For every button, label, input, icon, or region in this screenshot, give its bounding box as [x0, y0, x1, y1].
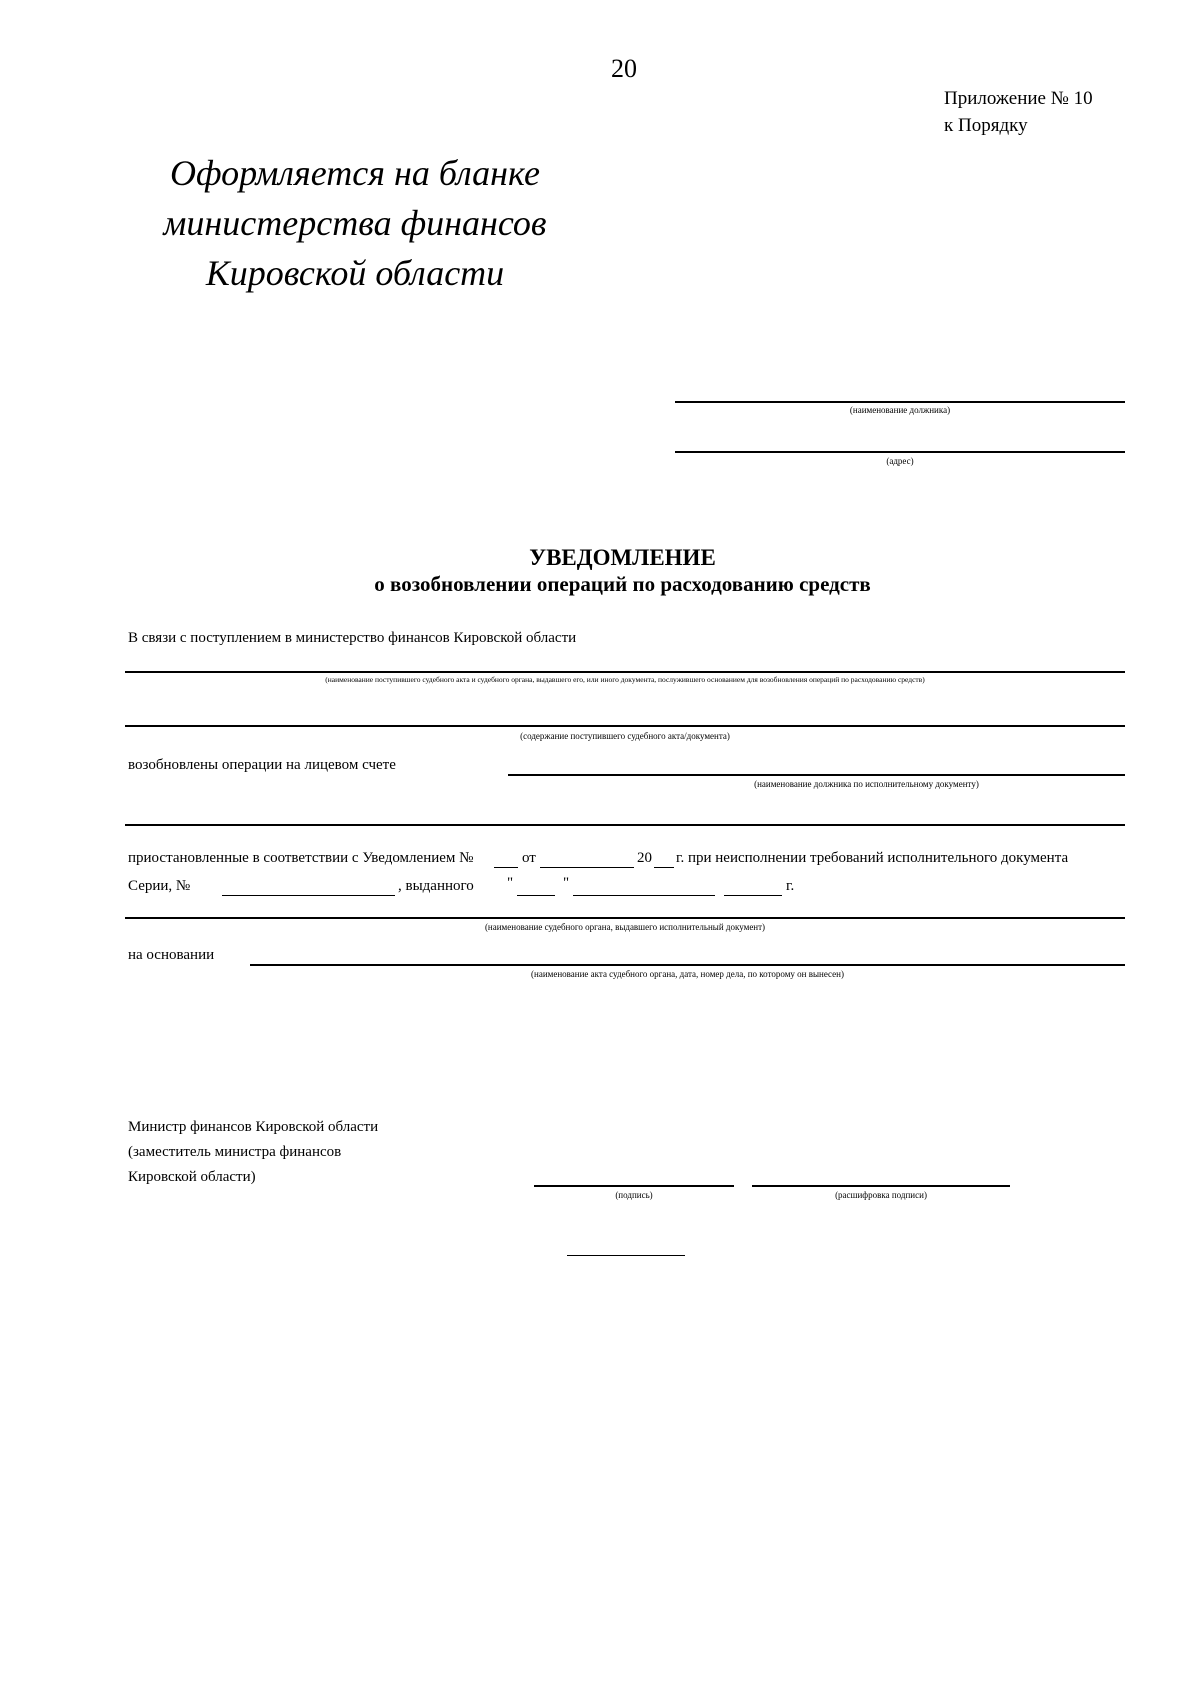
address-line[interactable] — [675, 451, 1125, 453]
act-content-caption: (содержание поступившего судебного акта/документа) — [520, 731, 730, 741]
signer-line-1: Министр финансов Кировской области — [128, 1119, 379, 1135]
series-label: Серии, № — [128, 878, 191, 894]
signature-decode-line[interactable] — [752, 1185, 1010, 1187]
issued-label: , выданного — [398, 878, 474, 894]
blank-note-line-3: Кировской области — [205, 253, 505, 293]
address-caption: (адрес) — [886, 456, 914, 466]
signature-decode-caption: (расшифровка подписи) — [835, 1190, 927, 1200]
appendix-line-2: к Порядку — [944, 115, 1028, 136]
signer-block — [128, 1115, 378, 1190]
notice-year-field[interactable] — [654, 867, 674, 868]
issue-year-field[interactable] — [724, 895, 782, 896]
year-prefix: 20 — [637, 850, 652, 866]
basis-label: на основании — [128, 947, 215, 963]
quote-close: " — [563, 875, 570, 891]
suspended-text: приостановленные в соответствии с Уведомлением № — [128, 850, 474, 866]
account-line-2[interactable] — [125, 824, 1125, 826]
from-label: от — [522, 850, 536, 866]
appendix-label — [944, 85, 1093, 139]
resumed-text: возобновлены операции на лицевом счете — [128, 757, 396, 773]
received-act-caption: (наименование поступившего судебного акта и судебного органа, выдавшего его, или иного документа, послужившего основанием для возобновления операций по расходованию средств) — [325, 675, 925, 684]
signature-line[interactable] — [534, 1185, 734, 1187]
signer-line-2: (заместитель министра финансов — [128, 1144, 342, 1160]
basis-caption: (наименование акта судебного органа, дата, номер дела, по которому он вынесен) — [531, 969, 844, 979]
notice-date-field[interactable] — [540, 867, 634, 868]
act-content-line[interactable] — [125, 725, 1125, 727]
debtor-name-caption: (наименование должника) — [849, 405, 951, 415]
issue-day-field[interactable] — [517, 895, 555, 896]
appendix-line-1: Приложение № 10 — [944, 88, 1093, 109]
court-caption: (наименование судебного органа, выдавшего исполнительный документ) — [484, 922, 766, 932]
signer-line-3: Кировской области) — [128, 1169, 256, 1185]
end-separator — [567, 1255, 685, 1256]
issue-month-field[interactable] — [573, 895, 715, 896]
page-number: 20 — [611, 54, 637, 83]
notice-number-field[interactable] — [494, 867, 518, 868]
quote-open: " — [507, 875, 514, 891]
blank-note — [130, 148, 580, 298]
suspended-text-2: г. при неисполнении требований исполнительного документа — [676, 850, 1069, 866]
blank-note-line-1: Оформляется на бланке — [170, 153, 540, 193]
signature-caption: (подпись) — [615, 1190, 653, 1200]
document-title: УВЕДОМЛЕНИЕ — [529, 545, 716, 570]
document-subtitle: о возобновлении операций по расходованию средств — [374, 572, 871, 596]
intro-text: В связи с поступлением в министерство финансов Кировской области — [128, 630, 577, 646]
debtor-doc-caption: (наименование должника по исполнительному документу) — [754, 779, 979, 789]
series-number-field[interactable] — [222, 895, 395, 896]
basis-line[interactable] — [250, 964, 1125, 966]
year-suffix: г. — [786, 878, 795, 894]
court-line[interactable] — [125, 917, 1125, 919]
account-line[interactable] — [508, 774, 1125, 776]
received-act-line[interactable] — [125, 671, 1125, 673]
debtor-name-line[interactable] — [675, 401, 1125, 403]
blank-note-line-2: министерства финансов — [163, 203, 547, 243]
